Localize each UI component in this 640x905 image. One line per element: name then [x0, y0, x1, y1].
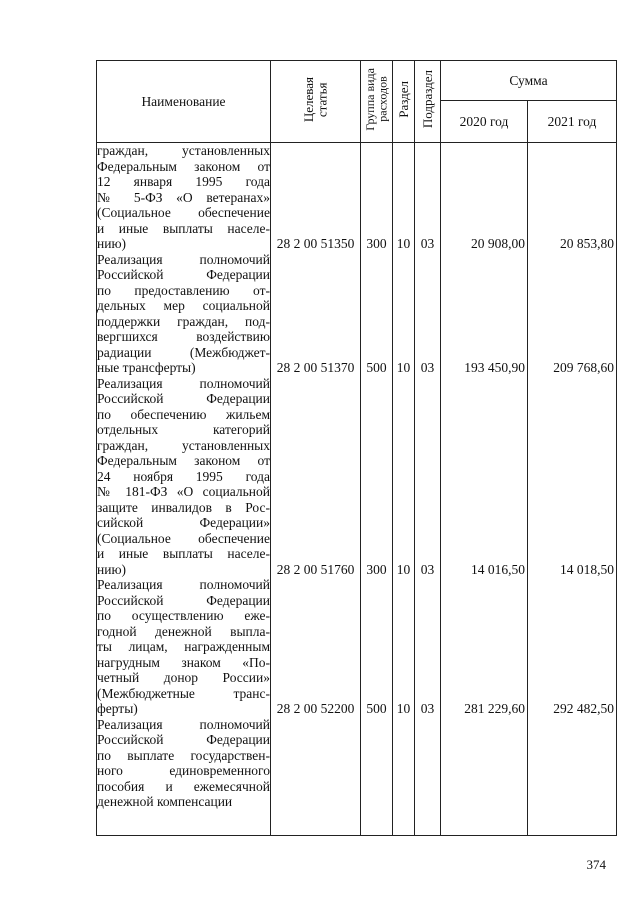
target-article-value: 28 2 00 51760 — [276, 561, 355, 577]
entry-name-line: вергшихся воздействию — [97, 329, 270, 344]
entry-name-line: Российской Федерации — [97, 267, 270, 282]
name-column — [97, 143, 271, 836]
entry-name-line: пособия и ежемесячной — [97, 778, 270, 794]
subsection-value: 03 — [420, 360, 435, 375]
entry-name-line: 12 января 1995 года — [97, 174, 270, 189]
entry-name — [97, 577, 270, 717]
entry-name-line: дельных мер социальной — [97, 298, 270, 313]
entry-name-line: Реализация полномочий — [97, 577, 270, 592]
table-body — [97, 143, 617, 836]
entry-name-line: четный донор России» — [97, 670, 270, 685]
entry-name-line: по осуществлению еже- — [97, 608, 270, 623]
header-target-article: Целевая статья — [271, 61, 361, 143]
entry-name-line: Российской Федерации — [97, 732, 270, 747]
header-year-2020: 2020 год — [441, 101, 528, 143]
entry-name-line: по предоставлению от- — [97, 282, 270, 298]
header-name: Наименование — [97, 61, 271, 143]
entry-name — [97, 376, 270, 578]
entry-name-line: граждан, установленных — [97, 143, 270, 158]
section-value: 10 — [396, 701, 411, 716]
sum-2020-value: 281 229,60 — [464, 701, 525, 716]
page-number: 374 — [586, 857, 606, 872]
entry-name-line: Реализация полномочий — [97, 375, 270, 391]
budget-table — [96, 60, 617, 836]
entry-name-line: нию) — [97, 236, 127, 251]
entry-name-line: Российской Федерации — [97, 592, 270, 608]
sum-2020-value: 193 450,90 — [464, 360, 525, 375]
entry-name-line: Федеральным законом от — [97, 453, 270, 468]
subsection-value: 03 — [420, 701, 435, 716]
sum-2021-value: 209 768,60 — [553, 360, 615, 375]
entry-name — [97, 252, 270, 376]
entry-name-line: и иные выплаты населе- — [97, 220, 270, 236]
entry-name-line: ного единовременного — [97, 763, 270, 778]
target-article-value: 28 2 00 51370 — [276, 360, 355, 375]
entry-name-line: по обеспечению жильем — [97, 406, 270, 422]
subsection-value: 03 — [420, 236, 435, 251]
entry-name-line: сийской Федерации» — [97, 515, 270, 530]
header-sum: Сумма — [441, 61, 617, 101]
expense-group-value: 300 — [366, 561, 387, 577]
subsection-column — [415, 143, 441, 836]
entry-name-line: радиации (Межбюджет- — [97, 344, 270, 360]
entry-name-line: 24 ноября 1995 года — [97, 468, 270, 484]
entry-name-line: Российской Федерации — [97, 391, 270, 406]
entry-name — [97, 717, 270, 810]
sum-2020-value: 14 016,50 — [471, 561, 525, 577]
sum-2020-value: 20 908,00 — [471, 236, 525, 251]
entry-name-line: защите инвалидов в Рос- — [97, 499, 270, 515]
entry-name-line: и иные выплаты населе- — [97, 546, 270, 561]
expense-group-value: 500 — [366, 701, 387, 716]
entry-name-line: поддержки граждан, под- — [97, 313, 270, 329]
entry-name-line: нию) — [97, 561, 127, 577]
entry-name-line: (Социальное обеспечение — [97, 205, 270, 220]
section-column — [393, 143, 415, 836]
section-value: 10 — [396, 561, 411, 577]
entry-name-line: № 181-ФЗ «О социальной — [97, 484, 270, 499]
entry-name-line: ные трансферты) — [97, 360, 196, 375]
entry-name-line: № 5-ФЗ «О ветеранах» — [97, 189, 270, 205]
entry-name-line: отдельных категорий — [97, 422, 270, 437]
entry-name-line: Реализация полномочий — [97, 251, 270, 267]
table-row — [97, 143, 617, 836]
entry-name — [97, 143, 270, 252]
section-value: 10 — [396, 360, 411, 375]
sum-2021-column — [528, 143, 617, 836]
sum-2021-value: 292 482,50 — [553, 701, 615, 716]
section-value: 10 — [396, 236, 411, 251]
expense-group-value: 500 — [366, 360, 387, 375]
entry-name-line: ферты) — [97, 701, 138, 716]
entry-name-line: денежной компенсации — [97, 794, 233, 809]
header-expense-group: Группа вида расходов — [361, 61, 393, 143]
header-year-2021: 2021 год — [528, 101, 617, 143]
entry-name-line: по выплате государствен- — [97, 747, 270, 763]
table-header — [97, 61, 617, 143]
entry-name-line: ты лицам, награжденным — [97, 639, 270, 654]
target-article-column — [271, 143, 361, 836]
sum-2021-value: 20 853,80 — [560, 236, 615, 251]
entry-name-line: годной денежной выпла- — [97, 623, 270, 639]
header-subsection: Подраздел — [415, 61, 441, 143]
target-article-value: 28 2 00 51350 — [276, 236, 355, 251]
entry-name-line: нагрудным знаком «По- — [97, 654, 270, 670]
expense-group-value: 300 — [366, 236, 387, 251]
sum-2021-value: 14 018,50 — [560, 561, 615, 577]
expense-group-column — [361, 143, 393, 836]
entry-name-line: Реализация полномочий — [97, 716, 270, 732]
entry-name-line: граждан, установленных — [97, 437, 270, 453]
subsection-value: 03 — [420, 561, 435, 577]
target-article-value: 28 2 00 52200 — [276, 701, 355, 716]
entry-name-line: (Социальное обеспечение — [97, 530, 270, 546]
sum-2020-column — [441, 143, 528, 836]
entry-name-line: (Межбюджетные транс- — [97, 685, 270, 701]
entry-name-line: Федеральным законом от — [97, 158, 270, 174]
header-section: Раздел — [393, 61, 415, 143]
